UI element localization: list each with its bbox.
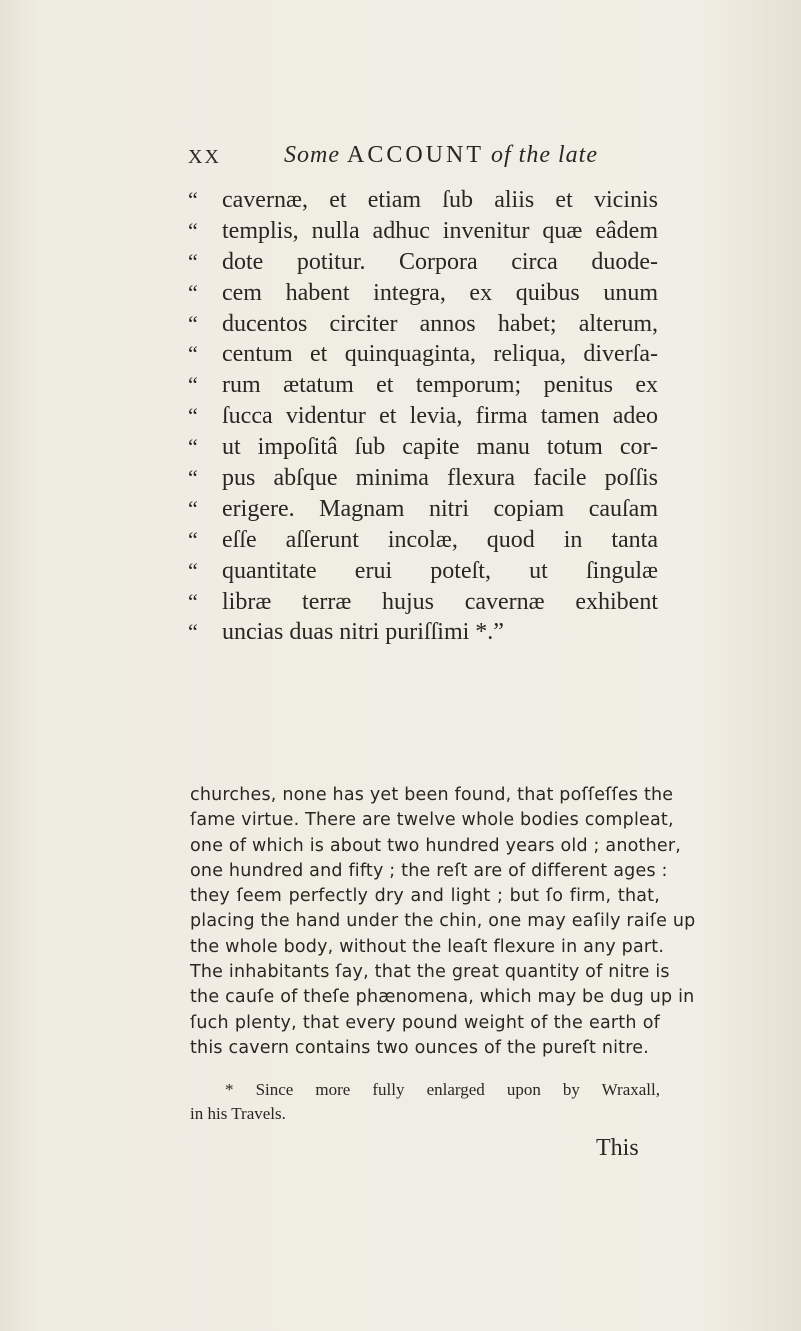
quote-line — [188, 247, 658, 278]
quote-mark: “ — [188, 434, 198, 460]
english-translation — [190, 783, 696, 1061]
footnote-line: * Since more fully enlarged upon by Wraxall, — [225, 1080, 660, 1099]
translation-line: ſuch plenty, that every pound weight of the earth of — [190, 1012, 660, 1033]
quote-text: rum ætatum et temporum; penitus ex — [222, 372, 658, 399]
quote-mark: “ — [188, 557, 198, 583]
quote-text: erigere. Magnam nitri copiam cauſam — [222, 495, 658, 522]
quote-text: eſſe aſſerunt incolæ, quod in tanta — [222, 526, 658, 553]
translation-line: ſame virtue. There are twelve whole bodies compleat, — [190, 810, 674, 831]
running-title-account: ACCOUNT — [346, 142, 484, 168]
running-title-some: Some — [284, 142, 340, 168]
quote-text: templis, nulla adhuc invenitur quæ eâdem — [222, 217, 658, 244]
running-title — [284, 142, 598, 169]
footnote — [190, 1078, 660, 1126]
quote-text-last: uncias duas nitri puriſſimi *.” — [222, 619, 504, 646]
translation-line: the cauſe of theſe phænomena, which may be dug up in — [190, 987, 695, 1008]
quote-text: dote potitur. Corpora circa duode- — [222, 248, 658, 275]
quote-mark: “ — [188, 341, 198, 367]
quote-line — [188, 401, 658, 432]
quote-text: ut impoſitâ ſub capite manu totum cor- — [222, 434, 658, 461]
quote-line — [188, 339, 658, 370]
quote-line — [188, 463, 658, 494]
quote-text: cem habent integra, ex quibus unum — [222, 279, 658, 306]
quote-text: ducentos circiter annos habet; alterum, — [222, 310, 658, 337]
translation-line: they ſeem perfectly dry and light ; but ſo firm, that, — [190, 886, 660, 907]
quote-line — [188, 587, 658, 618]
translation-line: The inhabitants ſay, that the great quantity of nitre is — [190, 962, 670, 983]
quote-text: centum et quinquaginta, reliqua, diverſa- — [222, 341, 658, 368]
quote-text: libræ terræ hujus cavernæ exhibent — [222, 588, 658, 615]
page-number: XX — [188, 146, 221, 168]
quote-mark: “ — [188, 403, 198, 429]
quote-mark: “ — [188, 248, 198, 274]
page-header — [188, 142, 648, 178]
footnote-line: in his Travels. — [190, 1104, 286, 1123]
quote-text: ſucca videntur et levia, firma tamen adeo — [222, 403, 658, 430]
quote-mark: “ — [188, 187, 198, 212]
quote-line — [188, 309, 658, 340]
quote-line — [188, 185, 658, 216]
quote-mark: “ — [188, 217, 198, 243]
translation-line: one hundred and fifty ; the reſt are of different ages : — [190, 860, 668, 881]
quote-line — [188, 525, 658, 556]
quote-line — [188, 278, 658, 309]
quote-mark: “ — [188, 310, 198, 336]
quote-mark: “ — [188, 526, 198, 552]
running-title-late: of the late — [491, 142, 598, 168]
quote-text: pus abſque minima flexura facile poſſis — [222, 465, 658, 492]
quote-line — [188, 216, 658, 247]
quote-line — [188, 556, 658, 587]
translation-line: churches, none has yet been found, that poſſeſſes the — [190, 785, 674, 805]
quote-line — [188, 432, 658, 463]
translation-line: one of which is about two hundred years old ; another, — [190, 835, 681, 856]
quote-text: cavernæ, et etiam ſub aliis et vicinis — [222, 187, 658, 213]
quote-mark: “ — [188, 588, 198, 614]
translation-line-last: this cavern contains two ounces of the pureſt nitre. — [190, 1037, 649, 1058]
quote-line — [188, 370, 658, 401]
translation-line: placing the hand under the chin, one may eaſily raiſe up — [190, 911, 696, 932]
quote-mark: “ — [188, 465, 198, 491]
quote-mark: “ — [188, 495, 198, 521]
quote-line — [188, 617, 658, 648]
quote-mark: “ — [188, 619, 198, 645]
quote-mark: “ — [188, 279, 198, 305]
translation-line: the whole body, without the leaſt flexure in any part. — [190, 936, 665, 957]
quote-text: quantitate erui poteſt, ut ſingulæ — [222, 557, 658, 584]
catchword: This — [596, 1135, 639, 1161]
quote-mark: “ — [188, 372, 198, 398]
quote-line — [188, 494, 658, 525]
latin-quotation — [188, 185, 658, 648]
